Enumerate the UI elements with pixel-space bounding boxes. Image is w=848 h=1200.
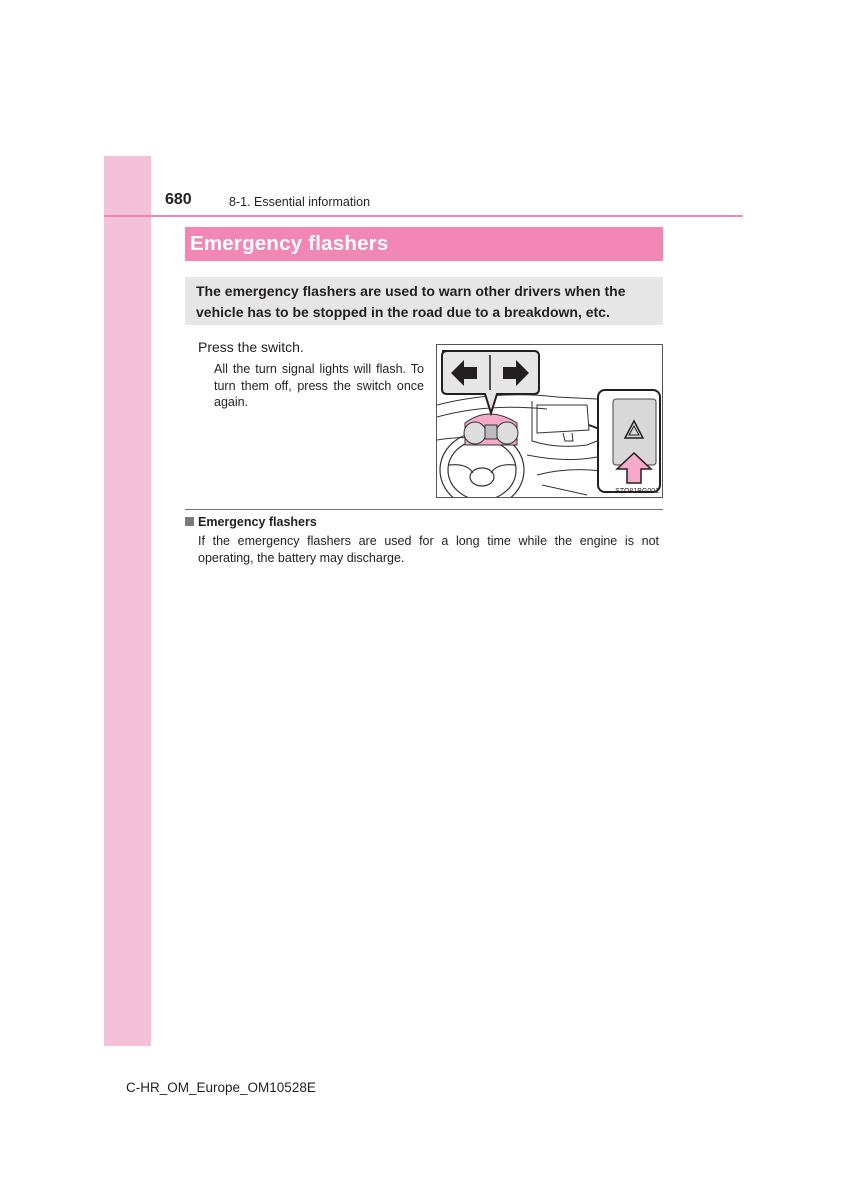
footer-document-code: C-HR_OM_Europe_OM10528E: [126, 1080, 316, 1095]
figure-code: STO81BG001: [615, 488, 659, 495]
note-body: If the emergency flashers are used for a long time while the engine is not operating, the battery may discharge.: [198, 534, 659, 565]
section-title: Emergency flashers: [190, 232, 389, 255]
intro-box: [185, 277, 663, 325]
step-detail: All the turn signal lights will flash. To turn them off, press the switch once again.: [214, 362, 424, 409]
hazard-switch-illustration: [436, 344, 663, 498]
note-heading: [185, 515, 317, 529]
dashboard-drawing: [437, 345, 663, 498]
square-bullet-icon: [185, 517, 194, 526]
page-number: 680: [165, 191, 192, 208]
step-instruction: Press the switch.: [198, 339, 304, 355]
section-title-bar: [185, 227, 663, 261]
chapter-side-tab: [104, 156, 151, 1046]
section-separator: [185, 509, 663, 510]
section-reference: 8-1. Essential information: [229, 195, 371, 209]
intro-text: The emergency flashers are used to warn other drivers when the vehicle has to be stopped in the road due to a breakdown, etc.: [196, 283, 626, 320]
header-rule: [104, 215, 743, 217]
note-heading-text: Emergency flashers: [198, 515, 317, 529]
